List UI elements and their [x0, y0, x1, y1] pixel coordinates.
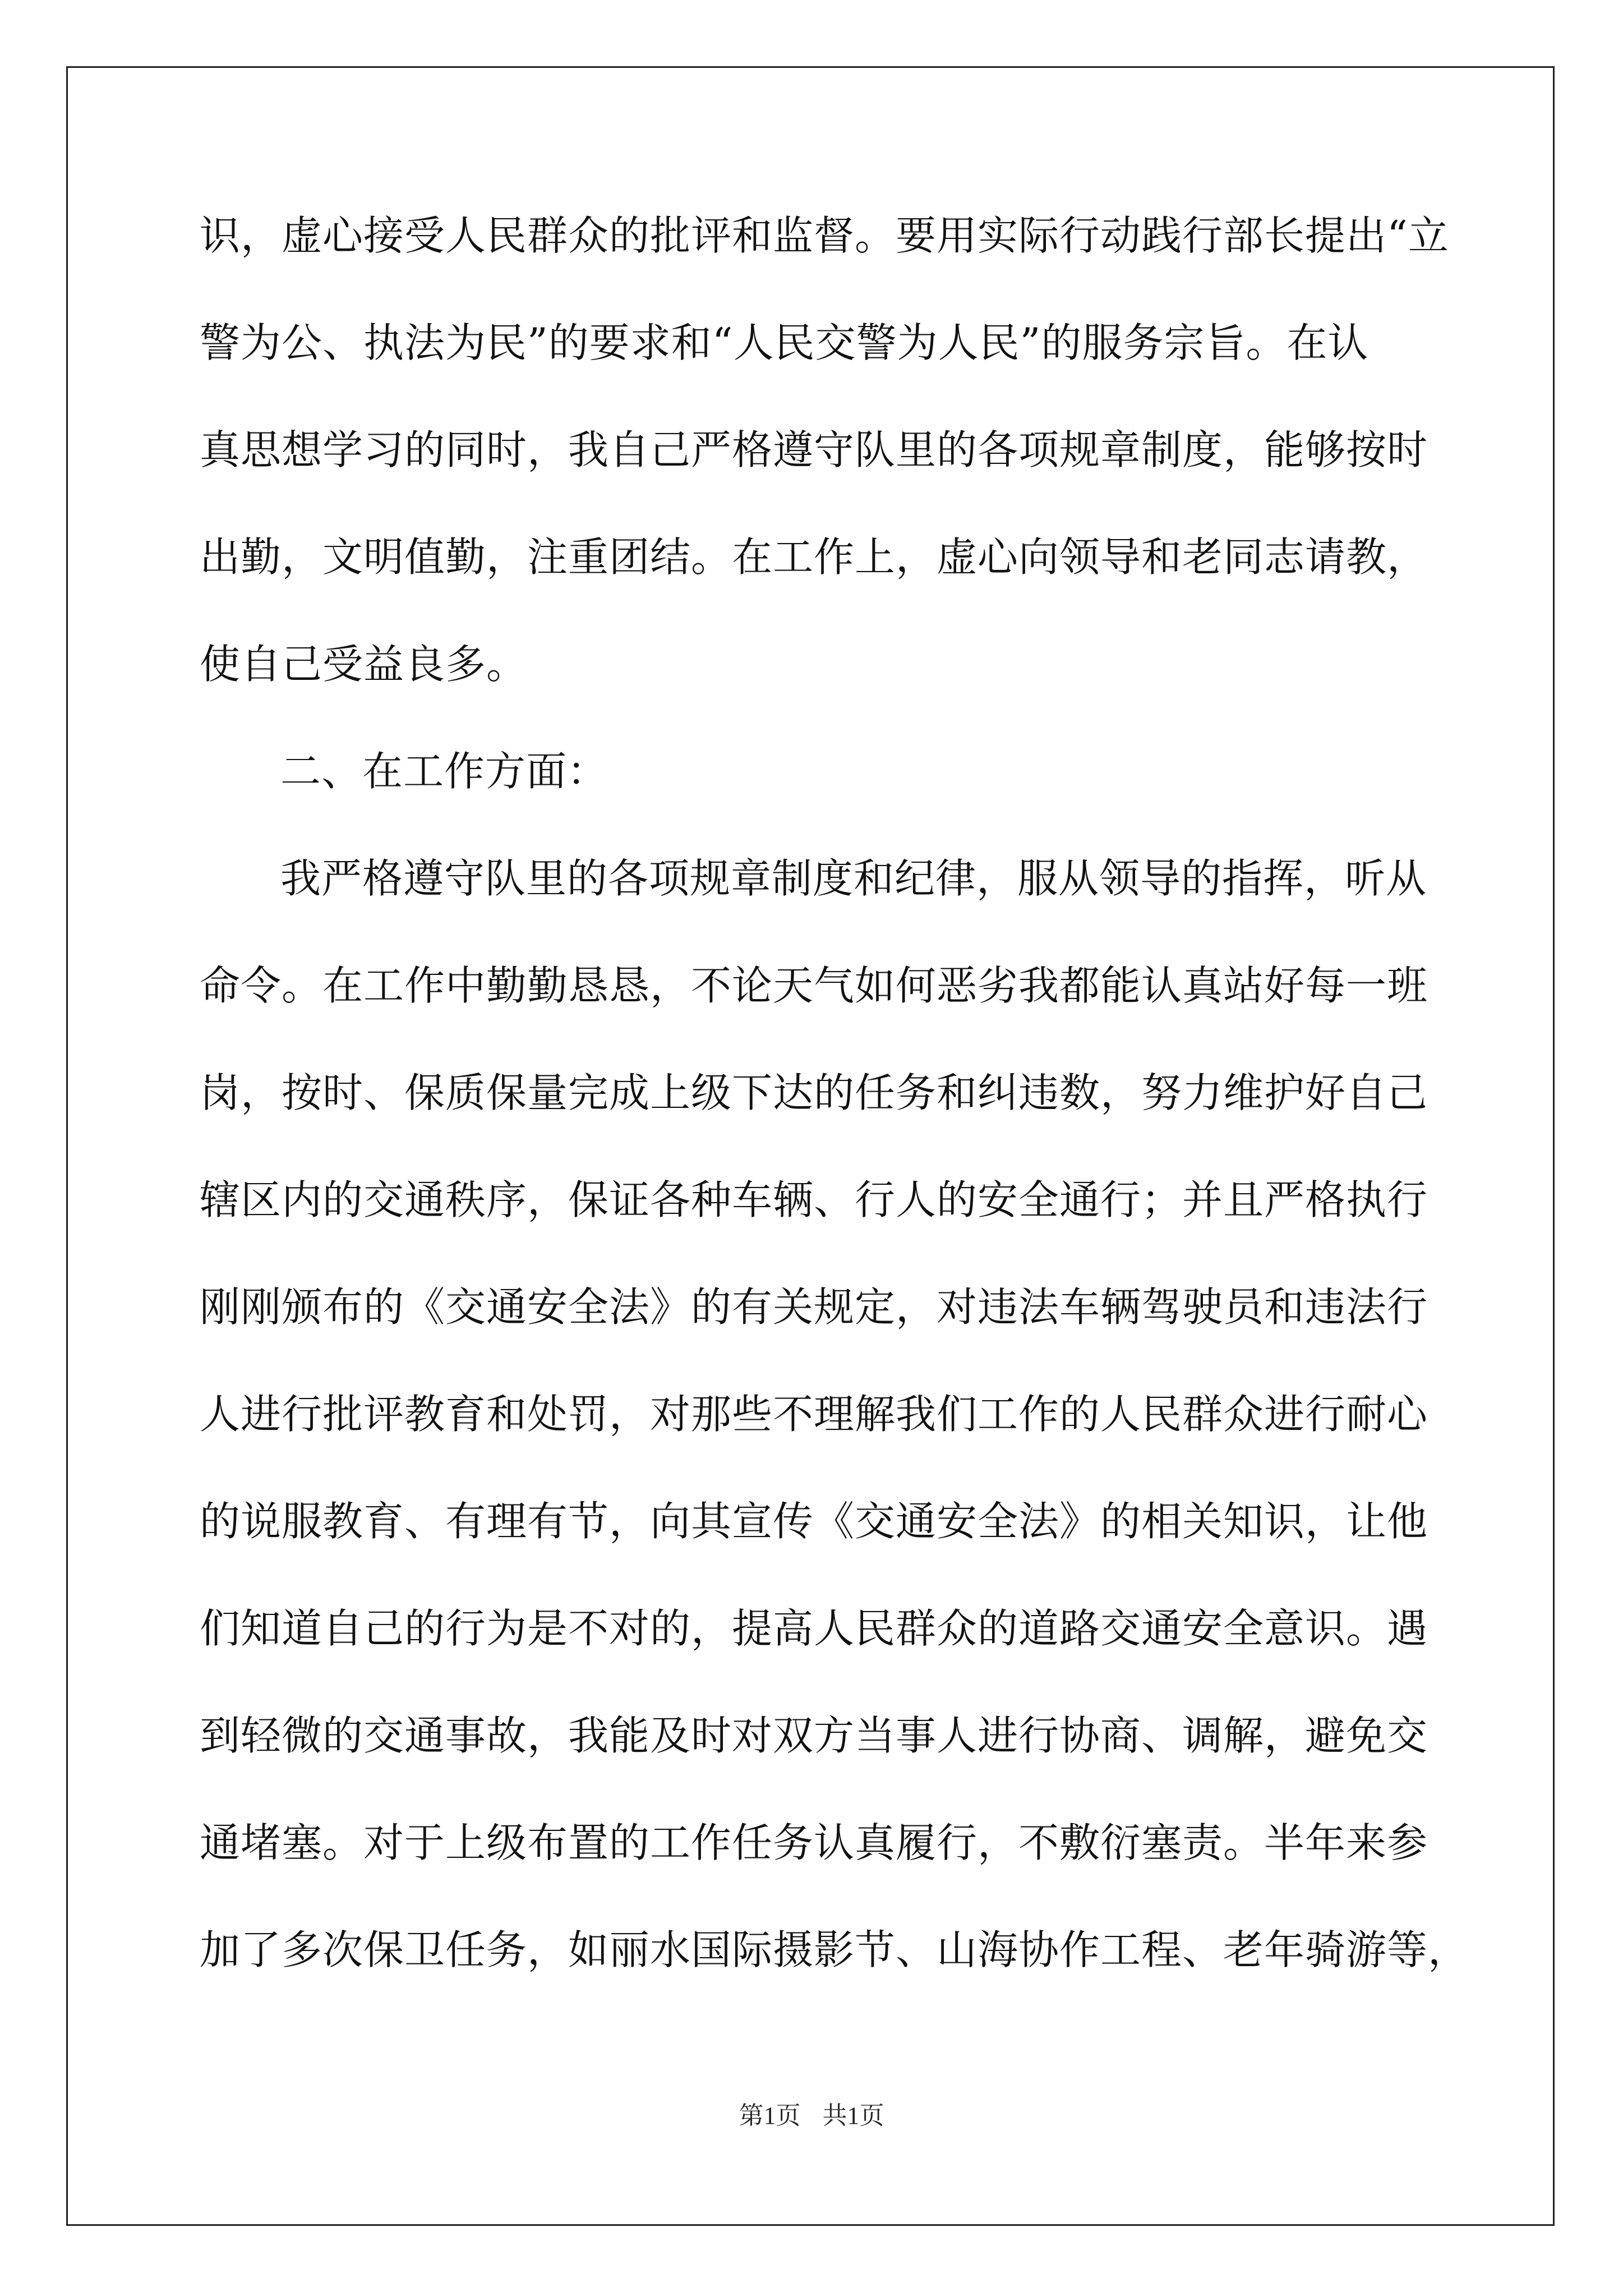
text-line: 命令。在工作中勤勤恳恳，不论天气如何恶劣我都能认真站好每一班 [200, 962, 1428, 1009]
text-line: 人进行批评教育和处罚，对那些不理解我们工作的人民群众进行耐心 [200, 1391, 1428, 1438]
page-footer [0, 2095, 1623, 2131]
text-line: 岗，按时、保质保量完成上级下达的任务和纠违数，努力维护好自己 [200, 1069, 1428, 1116]
text-line: 警为公、执法为民”的要求和“人民交警为人民”的服务宗旨。在认 [200, 319, 1369, 366]
text-line: 的说服教育、有理有节，向其宣传《交通安全法》的相关知识，让他 [200, 1498, 1428, 1545]
text-line: 我严格遵守队里的各项规章制度和纪律，服从领导的指挥，听从 [280, 855, 1427, 902]
section-heading: 二、在工作方面： [280, 748, 608, 795]
text-line: 通堵塞。对于上级布置的工作任务认真履行，不敷衍塞责。半年来参 [200, 1819, 1428, 1866]
text-line: 辖区内的交通秩序，保证各种车辆、行人的安全通行；并且严格执行 [200, 1176, 1428, 1223]
text-line: 刚刚颁布的《交通安全法》的有关规定，对违法车辆驾驶员和违法行 [200, 1283, 1428, 1331]
text-line: 们知道自己的行为是不对的，提高人民群众的道路交通安全意识。遇 [200, 1605, 1428, 1652]
page-total: 共1页 [822, 2102, 884, 2129]
text-line: 到轻微的交通事故，我能及时对双方当事人进行协商、调解，避免交 [200, 1712, 1428, 1759]
text-line: 出勤，文明值勤，注重团结。在工作上，虚心向领导和老同志请教， [200, 533, 1428, 581]
text-line: 真思想学习的同时，我自己严格遵守队里的各项规章制度，能够按时 [200, 426, 1428, 473]
text-line: 使自己受益良多。 [200, 641, 528, 688]
page-border [66, 66, 1555, 2226]
page-number: 第1页 [739, 2102, 801, 2129]
text-line: 识，虚心接受人民群众的批评和监督。要用实际行动践行部长提出“立 [200, 212, 1449, 259]
text-line: 加了多次保卫任务，如丽水国际摄影节、山海协作工程、老年骑游等， [200, 1926, 1469, 1973]
